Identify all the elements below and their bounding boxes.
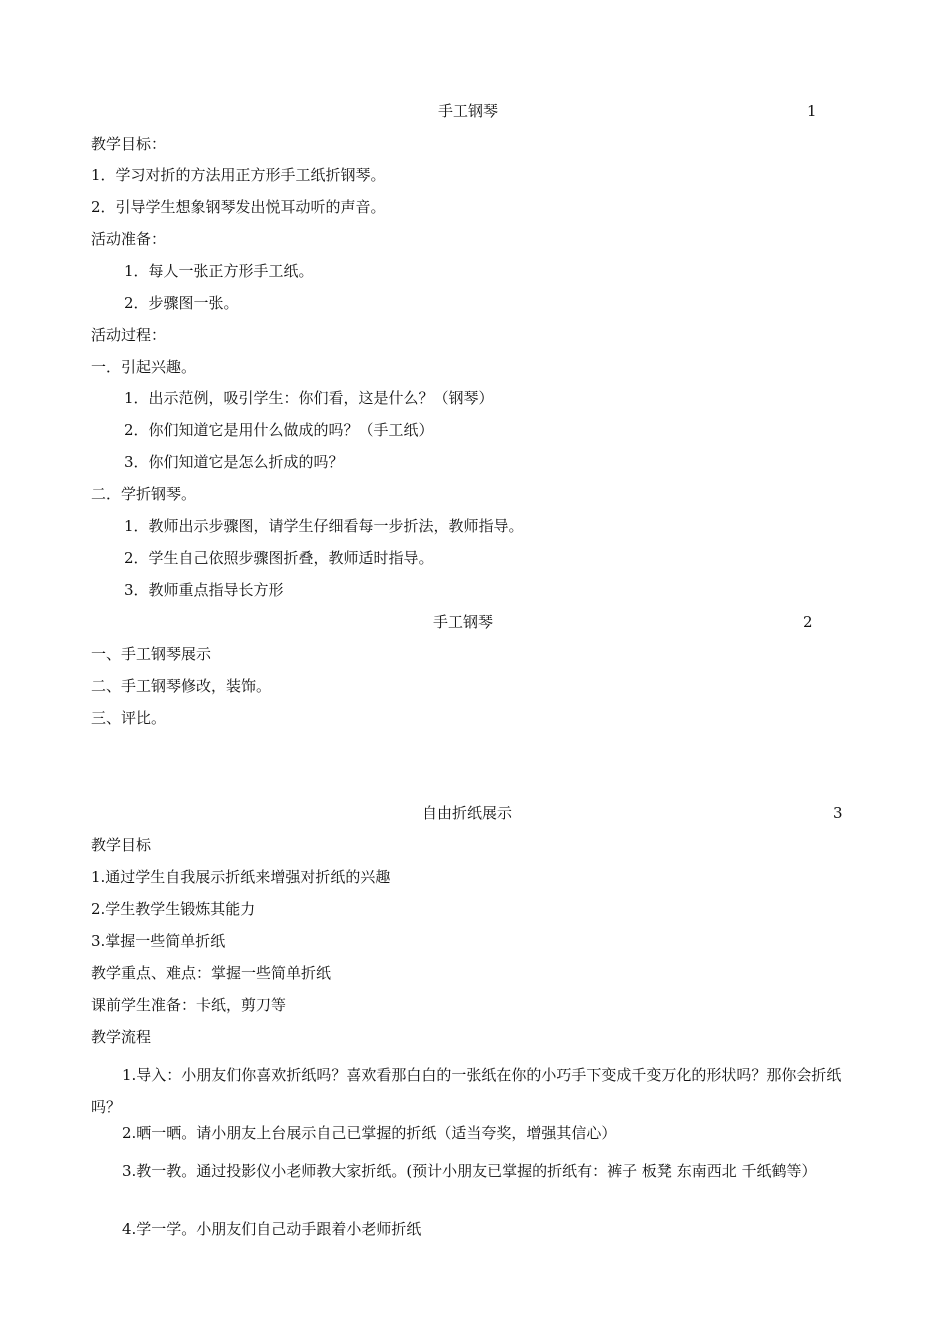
lesson2-line: 一、手工钢琴展示 (91, 645, 212, 663)
lesson2-title: 手工钢琴 (433, 613, 494, 631)
lesson1-line: 1．学习对折的方法用正方形手工纸折钢琴。 (91, 166, 386, 184)
lesson1-line: 1．教师出示步骤图，请学生仔细看每一步折法，教师指导。 (124, 517, 524, 535)
lesson2-line: 二、手工钢琴修改，装饰。 (91, 677, 272, 695)
lesson3-step: 4.学一学。小朋友们自己动手跟着小老师折纸 (122, 1220, 422, 1238)
lesson1-line: 活动过程： (91, 326, 167, 344)
lesson3-page-number: 3 (833, 804, 843, 822)
lesson3-title: 自由折纸展示 (422, 804, 513, 822)
lesson3-step: 2.晒一晒。请小朋友上台展示自己已掌握的折纸（适当夸奖，增强其信心） (122, 1124, 617, 1142)
lesson1-page-number: 1 (807, 102, 817, 120)
lesson1-line: 1．每人一张正方形手工纸。 (124, 262, 314, 280)
lesson1-line: 3．你们知道它是怎么折成的吗？ (124, 453, 344, 471)
lesson1-line: 二．学折钢琴。 (91, 485, 197, 503)
lesson1-line: 2．步骤图一张。 (124, 294, 239, 312)
lesson1-line: 2．引导学生想象钢琴发出悦耳动听的声音。 (91, 198, 386, 216)
lesson1-line: 2．你们知道它是用什么做成的吗？（手工纸） (124, 421, 434, 439)
lesson3-line: 课前学生准备：卡纸，剪刀等 (91, 996, 287, 1014)
lesson3-line: 2.学生教学生锻炼其能力 (91, 900, 256, 918)
lesson1-line: 教学目标： (91, 135, 167, 153)
lesson1-line: 3．教师重点指导长方形 (124, 581, 284, 599)
lesson3-line: 教学目标 (91, 836, 152, 854)
lesson2-line: 三、评比。 (91, 709, 167, 727)
lesson3-line: 教学重点、难点：掌握一些简单折纸 (91, 964, 332, 982)
lesson1-line: 2．学生自己依照步骤图折叠，教师适时指导。 (124, 549, 434, 567)
lesson1-line: 一．引起兴趣。 (91, 358, 197, 376)
lesson3-step: 3.教一教。通过投影仪小老师教大家折纸。(预计小朋友已掌握的折纸有：裤子 板凳 东南西北 千纸鹤等） (122, 1162, 817, 1180)
lesson1-line: 活动准备： (91, 230, 167, 248)
lesson1-title: 手工钢琴 (438, 102, 499, 120)
lesson2-page-number: 2 (803, 613, 813, 631)
lesson3-line: 教学流程 (91, 1028, 152, 1046)
lesson3-line: 3.掌握一些简单折纸 (91, 932, 226, 950)
lesson1-line: 1．出示范例，吸引学生：你们看，这是什么？（钢琴） (124, 389, 494, 407)
lesson3-step: 1.导入：小朋友们你喜欢折纸吗？喜欢看那白白的一张纸在你的小巧手下变成千变万化的形状吗？那你会折纸吗？ (91, 1066, 842, 1116)
lesson3-line: 1.通过学生自我展示折纸来增强对折纸的兴趣 (91, 868, 391, 886)
